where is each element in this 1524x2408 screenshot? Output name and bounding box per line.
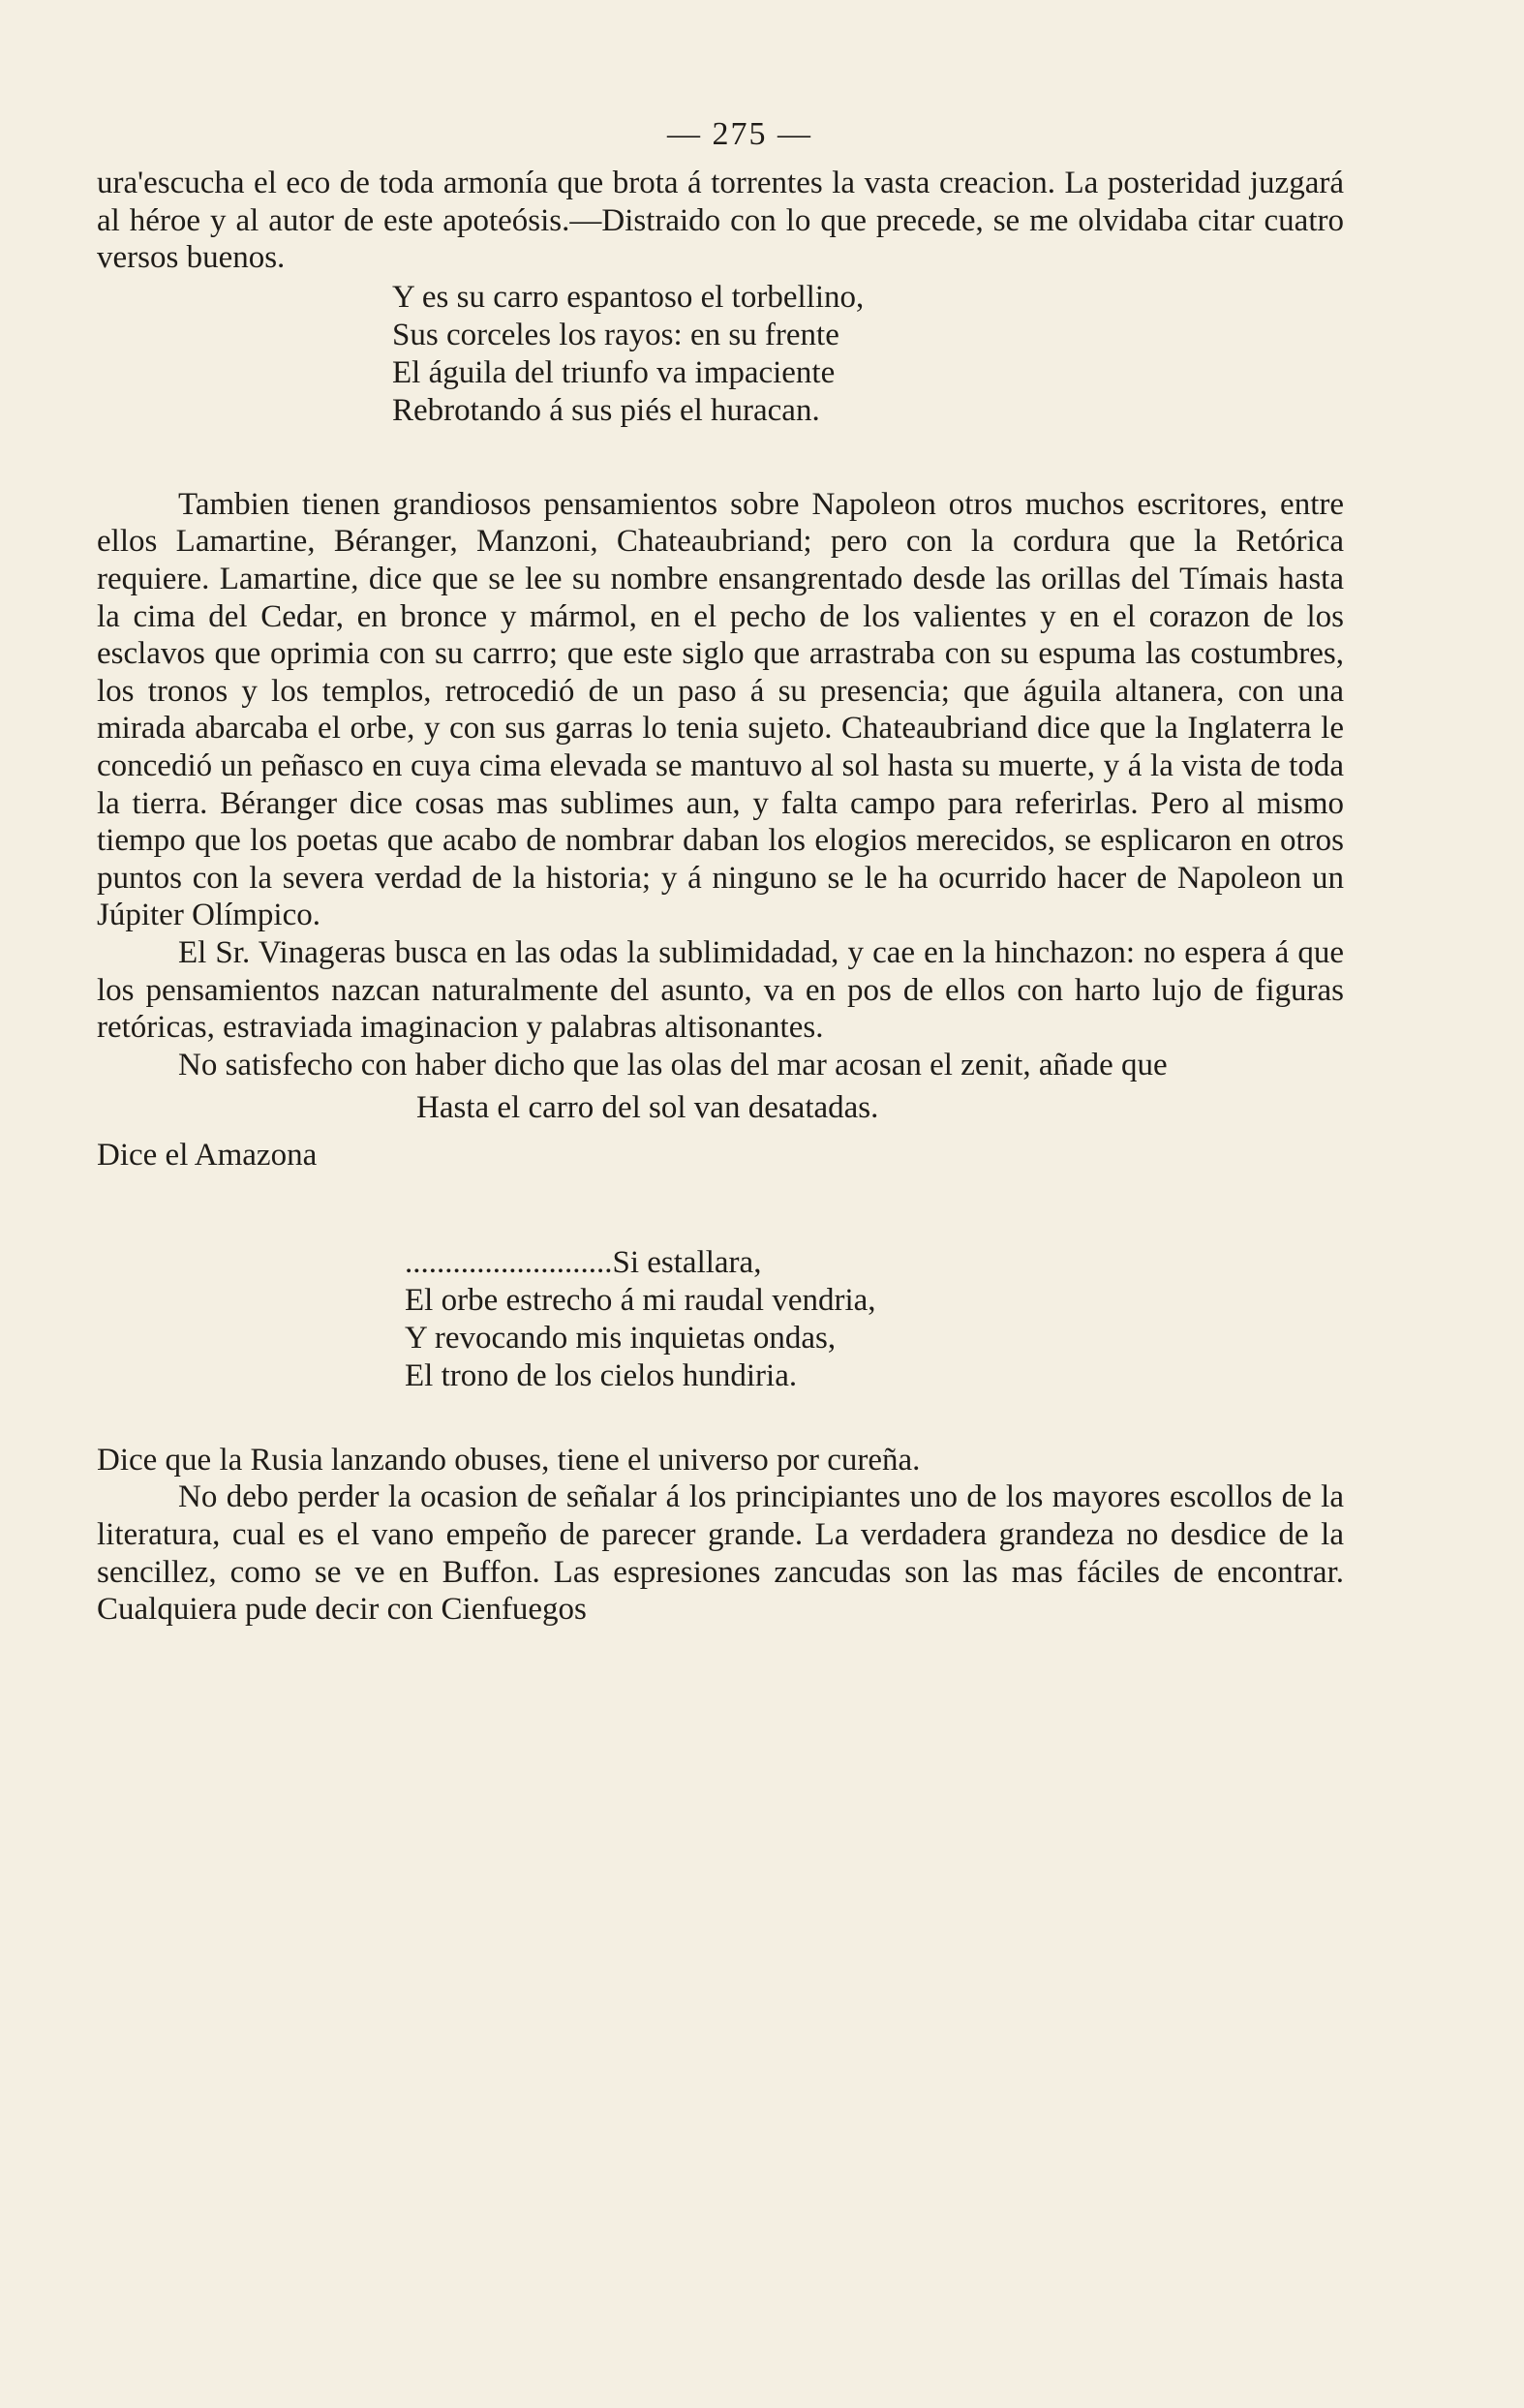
- paragraph-amazona: Dice el Amazona: [97, 1138, 318, 1174]
- paragraph-grandeza: No debo perder la ocasion de señalar á los principiantes uno de los mayores escollos de la literatura, cual es el vano empeño de parecer grande. La verdadera grandeza no desdice de la sencillez, como se ve en Buffon. Las espresiones zancudas son las mas fáciles de encontrar. Cualquiera pude decir con Cienfuegos: [97, 1479, 1344, 1628]
- verse-quote-carro: [97, 1089, 1344, 1127]
- paragraph-zenit: No satisfecho con haber dicho que las olas del mar acosan el zenit, añade que: [178, 1047, 1168, 1082]
- paragraph-vinageras: El Sr. Vinageras busca en las odas la sublimidadad, y cae en la hinchazon: no espera á que los pensamientos nazcan naturalmente del asunto, va en pos de ellos con harto lujo de figuras retóricas, estraviada imaginacion y palabras altisonantes.: [97, 934, 1344, 1046]
- verse-quote-amazona: [97, 1244, 1344, 1395]
- verse-line: Rebrotando á sus piés el huracan.: [392, 392, 820, 428]
- verse-line: Y revocando mis inquietas ondas,: [405, 1320, 837, 1356]
- verse-line: El orbe estrecho á mi raudal vendria,: [405, 1282, 876, 1318]
- verse-line: Sus corceles los rayos: en su frente: [392, 317, 839, 352]
- verse-line: Hasta el carro del sol van desatadas.: [416, 1090, 879, 1126]
- paragraph-rusia: Dice que la Rusia lanzando obuses, tiene el universo por cureña.: [97, 1442, 921, 1478]
- paragraph-continuation: ura'escucha el eco de toda armonía que brota á torrentes la vasta creacion. La posteridad juzgará al héroe y al autor de este apoteósis.—Distraido con lo que precede, se me olvidaba citar cuatro versos buenos.: [97, 166, 1344, 276]
- verse-line: Y es su carro espantoso el torbellino,: [392, 279, 865, 315]
- page-number: — 275 —: [667, 116, 812, 152]
- verse-quote-torbellino: [97, 279, 1344, 430]
- verse-line: El águila del triunfo va impaciente: [392, 354, 836, 390]
- paragraph-napoleon: Tambien tienen grandiosos pensamientos sobre Napoleon otros muchos escritores, entre ellos Lamartine, Béranger, Manzoni, Chateaubriand; pero con la cordura que la Retórica requiere. Lamartine, dice que se lee su nombre ensangrentado desde las orillas del Tímais hasta la cima del Cedar, en bronce y mármol, en el pecho de los valientes y en el corazon de los esclavos que oprimia con su carrro; que este siglo que arrastraba con su espuma las costumbres, los tronos y los templos, retrocedió de un paso á su presencia; que águila altanera, con una mirada abarcaba el orbe, y con sus garras lo tenia sujeto. Chateaubriand dice que la Inglaterra le concedió un peñasco en cuya cima elevada se mantuvo al sol hasta su muerte, y á la vista de toda la tierra. Béranger dice cosas mas sublimes aun, y falta campo para referirlas. Pero al mismo tiempo que los poetas que acabo de nombrar daban los elogios merecidos, se esplicaron en otros puntos con la severa verdad de la historia; y á ninguno se le ha ocurrido hacer de Napoleon un Júpiter Olímpico.: [97, 486, 1344, 933]
- verse-line: El trono de los cielos hundiria.: [405, 1357, 798, 1393]
- verse-line: ..........................Si estallara,: [405, 1244, 762, 1280]
